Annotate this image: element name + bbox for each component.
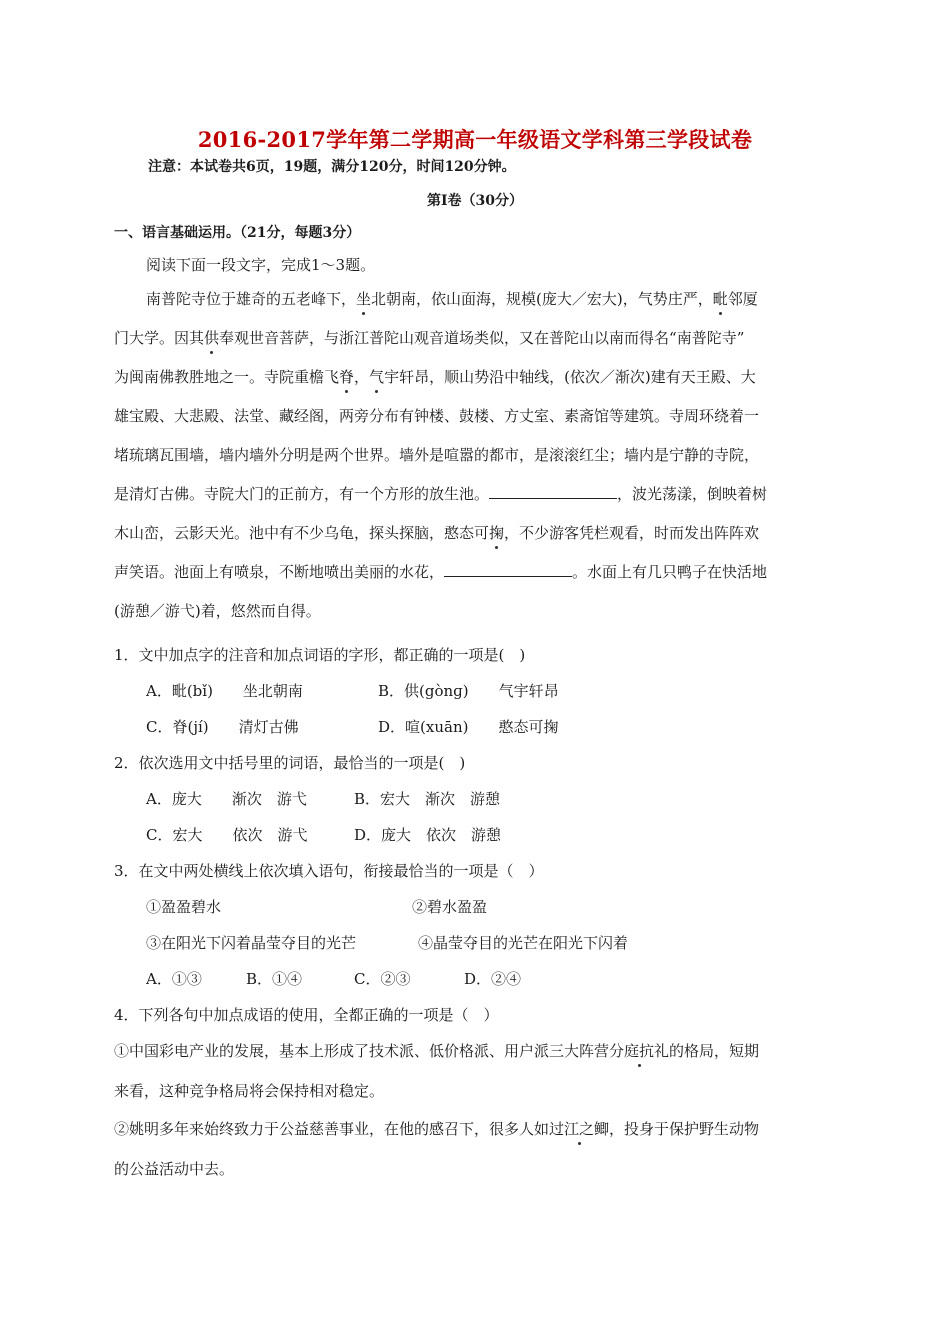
question-2: 2．依次选用文中括号里的词语，最恰当的一项是( ) — [114, 754, 466, 772]
q3-option-a: A．①③ — [146, 970, 202, 988]
passage-line-6: 是清灯古佛。寺院大门的正前方，有一个方形的放生池。 ，波光荡漾，倒映着树 — [114, 485, 768, 503]
dotted-char: 掬 — [489, 524, 505, 542]
exam-title: 2016-2017学年第二学期高一年级语文学科第三学段试卷 — [197, 127, 753, 152]
q1-option-a: A．毗(bǐ) 坐北朝南 — [146, 682, 303, 700]
q4-item-1-cont: 来看，这种竞争格局将会保持相对稳定。 — [114, 1082, 385, 1100]
passage-line-4: 雄宝殿、大悲殿、法堂、藏经阁，两旁分布有钟楼、鼓楼、方丈室、素斋馆等建筑。寺周环绕着一 — [114, 407, 760, 425]
passage-line-2: 门大学。因其供奉观世音菩萨，与浙江普陀山观音道场类似，又在普陀山以南而得名“南普陀寺” — [114, 329, 745, 347]
part-heading: 一、语言基础运用。（21分，每题3分） — [114, 225, 361, 241]
q1-option-d: D．喧(xuān) 憨态可掬 — [378, 718, 559, 736]
passage-line-3: 为闽南佛教胜地之一。寺院重檐飞脊，气宇轩昂，顺山势沿中轴线，(依次／渐次)建有天王殿、大 — [114, 368, 756, 386]
fill-blank-1 — [489, 484, 617, 499]
reading-intro: 阅读下面一段文字，完成1～3题。 — [146, 256, 376, 274]
question-1: 1．文中加点字的注音和加点词语的字形，都正确的一项是( ) — [114, 646, 526, 664]
q3-sentence-4: ④晶莹夺目的光芒在阳光下闪着 — [418, 934, 629, 952]
q3-sentence-2: ②碧水盈盈 — [412, 898, 488, 916]
exam-notice: 注意：本试卷共6页，19题，满分120分，时间120分钟。 — [148, 159, 516, 175]
passage-line-5: 堵琉璃瓦围墙，墙内墙外分明是两个世界。墙外是喧嚣的都市，是滚滚红尘；墙内是宁静的寺院， — [114, 446, 760, 464]
question-3: 3．在文中两处横线上依次填入语句，衔接最恰当的一项是（ ） — [114, 862, 544, 880]
q2-option-b: B．宏大 渐次 游憩 — [354, 790, 501, 808]
question-4: 4．下列各句中加点成语的使用，全都正确的一项是（ ） — [114, 1006, 499, 1024]
dotted-char: 气 — [369, 368, 385, 386]
q2-option-a: A．庞大 渐次 游弋 — [146, 790, 307, 808]
dotted-char: 毗 — [712, 290, 728, 308]
passage-line-9: (游憩／游弋)着，悠然而自得。 — [114, 602, 321, 620]
dotted-idiom: 过江之鲫 — [549, 1120, 610, 1138]
fill-blank-2 — [444, 562, 572, 577]
q3-option-b: B．①④ — [246, 970, 303, 988]
q3-sentence-3: ③在阳光下闪着晶莹夺目的光芒 — [146, 934, 357, 952]
q3-option-d: D．②④ — [464, 970, 522, 988]
dotted-idiom: 分庭抗礼 — [609, 1042, 670, 1060]
q4-item-2-cont: 的公益活动中去。 — [114, 1160, 235, 1178]
q3-sentence-1: ①盈盈碧水 — [146, 898, 222, 916]
dotted-char: 供 — [204, 329, 220, 347]
dotted-char: 坐 — [356, 290, 372, 308]
passage-line-7: 木山峦，云影天光。池中有不少乌龟，探头探脑，憨态可掬，不少游客凭栏观看，时而发出阵阵欢 — [114, 524, 760, 542]
q3-option-c: C．②③ — [354, 970, 411, 988]
q2-option-c: C．宏大 依次 游弋 — [146, 826, 308, 844]
q2-option-d: D．庞大 依次 游憩 — [354, 826, 502, 844]
q1-option-b: B．供(gònɡ) 气宇轩昂 — [378, 682, 559, 700]
q1-option-c: C．脊(jí) 清灯古佛 — [146, 718, 299, 736]
section-heading: 第I卷（30分） — [426, 193, 524, 209]
q4-item-2: ②姚明多年来始终致力于公益慈善事业，在他的感召下，很多人如过江之鲫，投身于保护野生动物 — [114, 1120, 760, 1138]
q4-item-1: ①中国彩电产业的发展，基本上形成了技术派、低价格派、用户派三大阵营分庭抗礼的格局，短期 — [114, 1042, 760, 1060]
passage-line-8: 声笑语。池面上有喷泉，不断地喷出美丽的水花， 。水面上有几只鸭子在快活地 — [114, 563, 768, 581]
passage-line-1: 南普陀寺位于雄奇的五老峰下，坐北朝南，依山面海，规模(庞大／宏大)，气势庄严，毗邻厦 — [146, 290, 758, 308]
dotted-char: 脊 — [339, 368, 355, 386]
